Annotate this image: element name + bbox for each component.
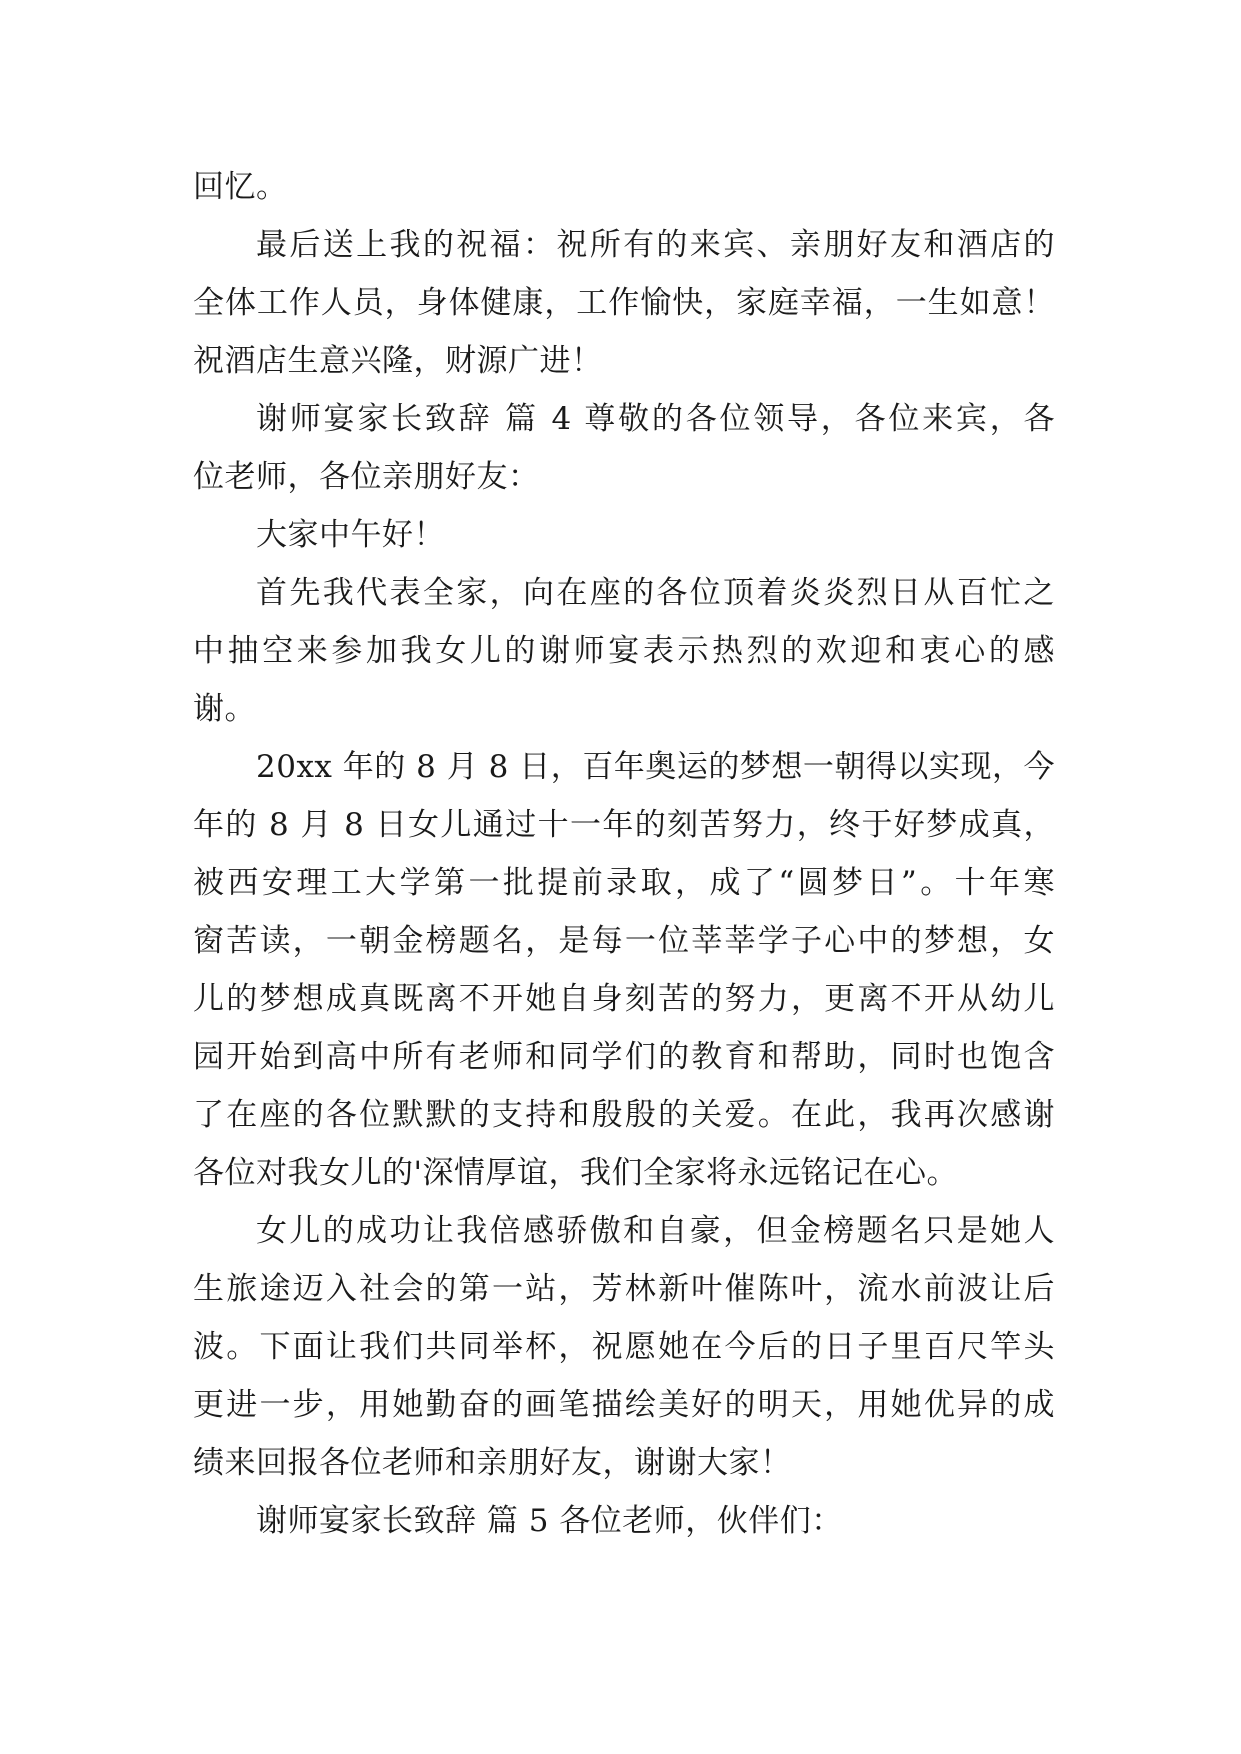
text-line: 了在座的各位默默的支持和殷殷的关爱。在此，我再次感谢: [193, 1097, 1055, 1133]
text-line: 大家中午好！: [256, 517, 445, 553]
text-line: 20xx 年的 8 月 8 日，百年奥运的梦想一朝得以实现，今: [256, 749, 1055, 785]
text-line: 谢。: [193, 691, 256, 727]
text-line: 位老师，各位亲朋好友：: [193, 459, 540, 495]
section-heading-line: 谢师宴家长致辞 篇 5 各位老师，伙伴们：: [256, 1503, 843, 1539]
text-line: 首先我代表全家，向在座的各位顶着炎炎烈日从百忙之: [256, 575, 1055, 611]
text-line: 年的 8 月 8 日女儿通过十一年的刻苦努力，终于好梦成真，: [193, 807, 1055, 843]
text-line: 窗苦读，一朝金榜题名，是每一位莘莘学子心中的梦想，女: [193, 923, 1055, 959]
text-line: 儿的梦想成真既离不开她自身刻苦的努力，更离不开从幼儿: [193, 981, 1055, 1017]
text-line: 生旅途迈入社会的第一站，芳林新叶催陈叶，流水前波让后: [193, 1271, 1055, 1307]
document-body: [193, 158, 1055, 1550]
text-line: 波。下面让我们共同举杯，祝愿她在今后的日子里百尺竿头: [193, 1329, 1055, 1365]
text-line: 更进一步，用她勤奋的画笔描绘美好的明天，用她优异的成: [193, 1387, 1055, 1423]
text-line: 祝酒店生意兴隆，财源广进！: [193, 343, 603, 379]
text-line: 各位对我女儿的'深情厚谊，我们全家将永远铭记在心。: [193, 1155, 959, 1191]
text-line: 全体工作人员，身体健康，工作愉快，家庭幸福，一生如意！: [193, 285, 1055, 321]
text-line: 园开始到高中所有老师和同学们的教育和帮助，同时也饱含: [193, 1039, 1055, 1075]
text-line: 中抽空来参加我女儿的谢师宴表示热烈的欢迎和衷心的感: [193, 633, 1055, 669]
text-line: 回忆。: [193, 169, 288, 205]
text-line: 最后送上我的祝福：祝所有的来宾、亲朋好友和酒店的: [256, 227, 1055, 263]
text-line: 绩来回报各位老师和亲朋好友，谢谢大家！: [193, 1445, 792, 1481]
text-line: 被西安理工大学第一批提前录取，成了“圆梦日”。十年寒: [193, 865, 1055, 901]
text-line: 女儿的成功让我倍感骄傲和自豪，但金榜题名只是她人: [256, 1213, 1055, 1249]
section-heading-line: 谢师宴家长致辞 篇 4 尊敬的各位领导，各位来宾，各: [256, 401, 1055, 437]
